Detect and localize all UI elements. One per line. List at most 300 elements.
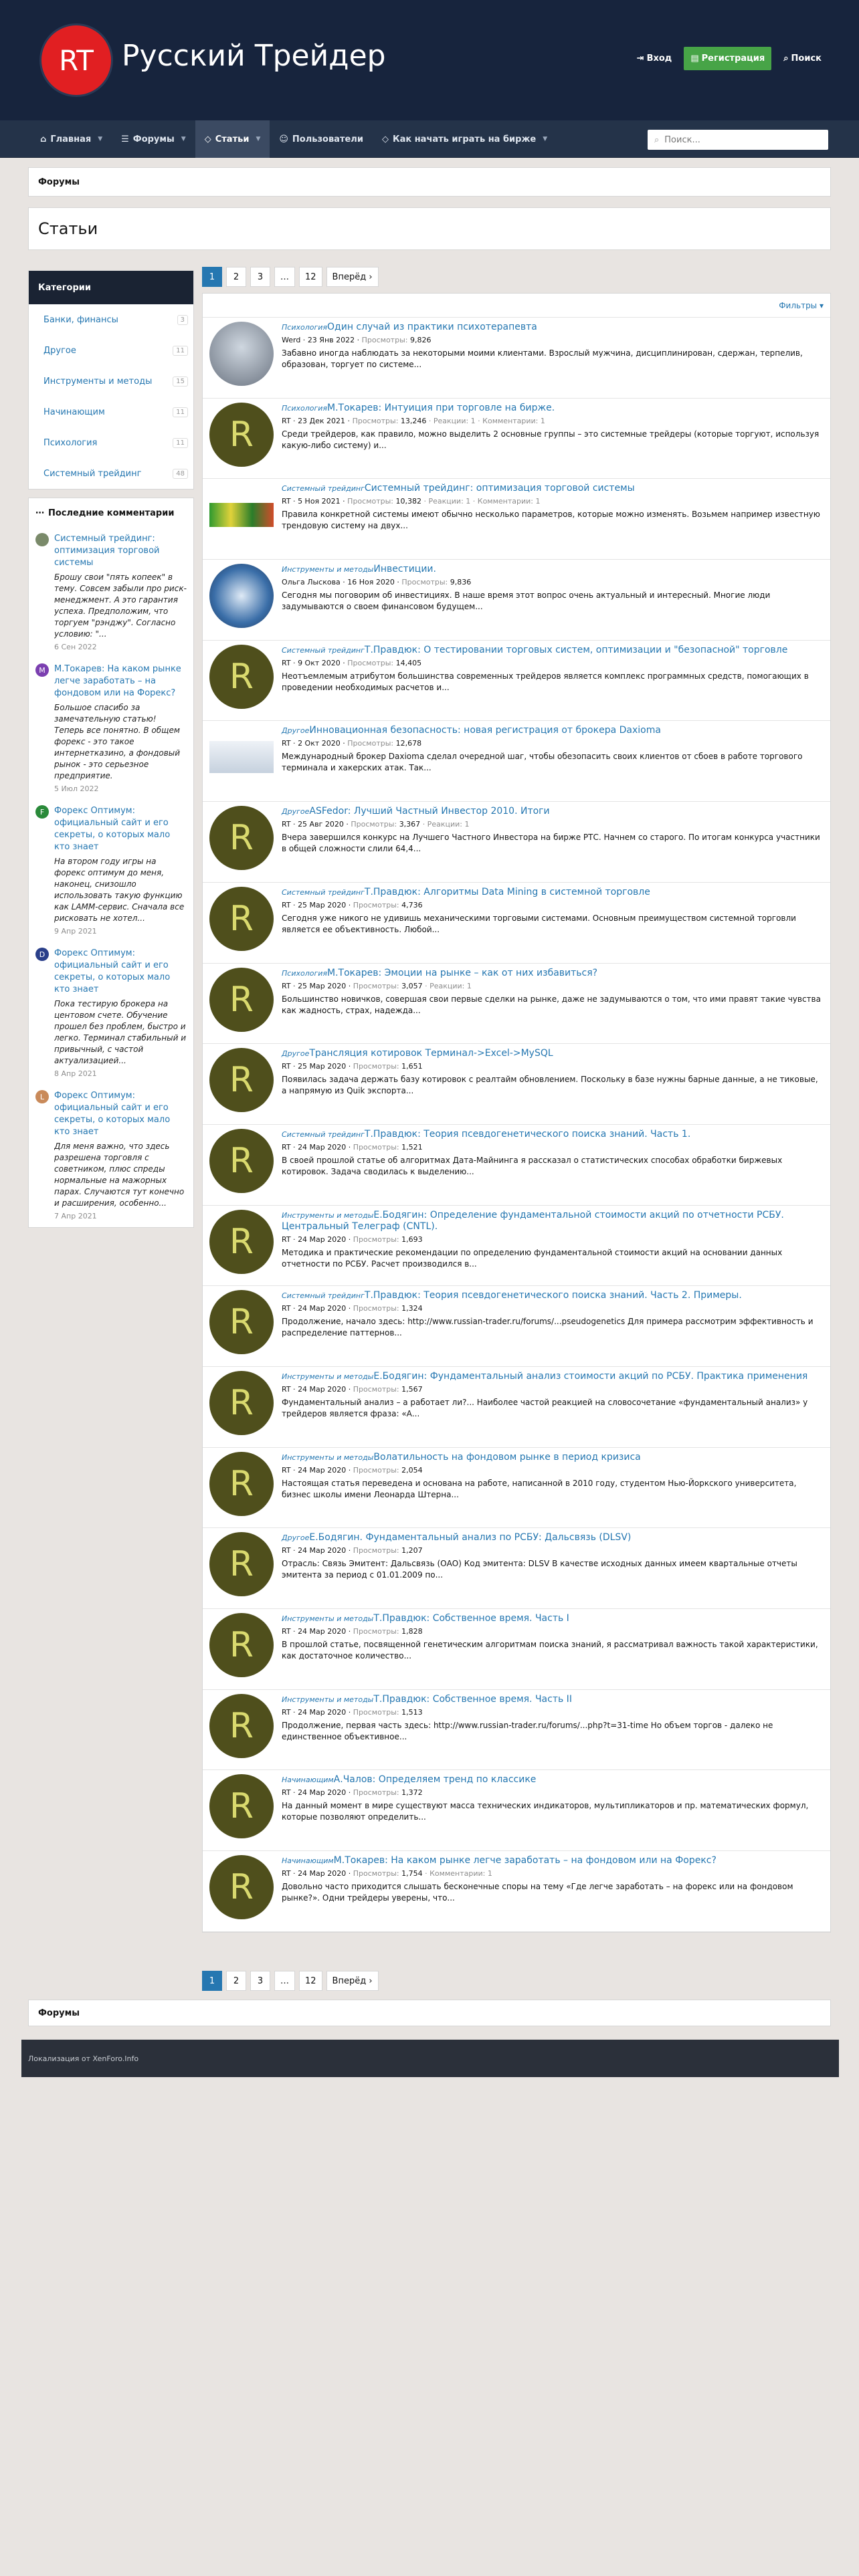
article-date: 24 Мар 2020 <box>298 1142 347 1152</box>
article-date: 24 Мар 2020 <box>298 1707 347 1717</box>
comments-icon: ⋯ <box>35 508 44 518</box>
article-thumbnail[interactable] <box>209 1774 274 1838</box>
category-item[interactable] <box>29 458 193 489</box>
article-meta: RT · 25 Мар 2020 · Просмотры: 4,736 <box>282 900 423 909</box>
article-snippet: Большинство новичков, совершая свои первые сделки на рынке, даже не задумываются о том, что ими правят такие чувства как жадность, страх, надежда... <box>282 994 821 1015</box>
filters-row <box>203 294 830 318</box>
articles-list <box>202 293 831 1933</box>
article-date: 2 Окт 2020 <box>298 739 341 748</box>
article-title-link[interactable]: А.Чалов: Определяем тренд по классике <box>333 1774 537 1786</box>
page-button[interactable]: 1 <box>202 1971 222 1991</box>
article-views-label: Просмотры: <box>353 1235 399 1244</box>
article-views-label: Просмотры: <box>347 658 394 667</box>
articles-container <box>203 318 830 1932</box>
article-views-label: Просмотры: <box>353 900 399 909</box>
article-views-label: Просмотры: <box>353 1707 399 1717</box>
comment-body <box>54 1090 187 1220</box>
nav-members-label: Пользователи <box>292 134 363 144</box>
article-author-link[interactable]: RT <box>282 1304 291 1313</box>
chevron-down-icon[interactable]: ▼ <box>181 136 186 142</box>
article-author-link[interactable]: RT <box>282 1627 291 1636</box>
article-category-link[interactable]: Инструменты и методы <box>282 1372 374 1381</box>
article-body <box>282 1613 824 1685</box>
comment-quote: Брошу свои "пять копеек" в тему. Совсем забыли про риск-менеджмент. А это гарантия успеха. Предположим, что торгуем "рэнджу". Согласно условию: "... <box>54 572 187 639</box>
article-thumbnail-initial: R <box>229 979 254 1020</box>
article-views-label: Просмотры: <box>353 1788 399 1798</box>
article-date: 24 Мар 2020 <box>298 1869 347 1879</box>
article-author-link[interactable]: RT <box>282 416 291 425</box>
article-date: 24 Мар 2020 <box>298 1546 347 1555</box>
article-meta: RT · 24 Мар 2020 · Просмотры: 1,521 <box>282 1142 423 1152</box>
article-author-link[interactable]: RT <box>282 1384 291 1394</box>
article-thumbnail[interactable] <box>209 1613 274 1677</box>
article-views-count: 12,678 <box>395 739 422 748</box>
article-category-link[interactable]: Психология <box>282 323 328 332</box>
article-item <box>203 399 830 479</box>
article-author-link[interactable]: Ольга Лыскова <box>282 578 341 587</box>
page-button[interactable]: 1 <box>202 267 222 287</box>
article-author-link[interactable]: RT <box>282 981 291 990</box>
article-title-link[interactable]: Т.Правдюк: Теория псевдогенетического поиска знаний. Часть 2. Примеры. <box>364 1290 742 1301</box>
article-body <box>282 1694 824 1766</box>
breadcrumb-forums[interactable]: Форумы <box>38 177 80 187</box>
article-views-label: Просмотры: <box>352 416 399 425</box>
article-views-count: 1,207 <box>401 1546 423 1555</box>
article-author-link[interactable]: RT <box>282 820 291 829</box>
article-category-link[interactable]: Другое <box>282 1533 310 1543</box>
comment-quote: Для меня важно, что здесь разрешена торговля с советником, плюс спреды нормальные на мажорных парах. Случаются тут конечно и расширения, особенно... <box>54 1142 185 1208</box>
article-thumbnail[interactable] <box>209 1855 274 1919</box>
search-button[interactable] <box>777 47 828 70</box>
chevron-down-icon[interactable]: ▼ <box>543 136 548 142</box>
article-body <box>282 403 824 475</box>
categories-list <box>29 304 193 489</box>
article-date: 25 Мар 2020 <box>298 981 347 990</box>
footer-credit-link[interactable]: Локализация от XenForo.Info <box>28 2054 139 2063</box>
article-meta: RT · 25 Мар 2020 · Просмотры: 3,057 · Реакции: 1 <box>282 981 472 990</box>
article-views-count: 3,367 <box>399 820 421 829</box>
article-thumbnail[interactable] <box>209 1048 274 1112</box>
article-item <box>203 560 830 641</box>
article-thumbnail[interactable] <box>209 741 274 773</box>
category-item[interactable] <box>29 427 193 458</box>
article-author-link[interactable]: RT <box>282 1869 291 1879</box>
article-date: 24 Мар 2020 <box>298 1235 347 1244</box>
article-views-count: 1,693 <box>401 1235 423 1244</box>
article-views-count: 1,567 <box>401 1384 423 1394</box>
article-thumbnail[interactable] <box>209 503 274 527</box>
category-item[interactable] <box>29 304 193 335</box>
article-thumbnail[interactable] <box>209 1694 274 1758</box>
page-button[interactable]: 3 <box>250 1971 270 1991</box>
article-views-count: 1,513 <box>401 1707 423 1717</box>
article-meta: RT · 23 Дек 2021 · Просмотры: 13,246 · Реакции: 1 · Комментарии: 1 <box>282 416 545 425</box>
article-title-link[interactable]: Системный трейдинг: оптимизация торговой системы <box>364 483 635 494</box>
nav-home[interactable] <box>31 120 112 158</box>
article-title-link[interactable]: Е.Бодягин. Фундаментальный анализ по РСБУ: Дальсвязь (DLSV) <box>309 1532 632 1543</box>
article-date: 24 Мар 2020 <box>298 1627 347 1636</box>
categories-title: Категории <box>29 271 193 304</box>
comment-title-link[interactable]: М.Токарев: На каком рынке легче заработать – на фондовом или на Форекс? <box>54 664 181 698</box>
article-body <box>282 1774 824 1846</box>
comment-title-link[interactable]: Форекс Оптимум: официальный сайт и его секреты, о которых мало кто знает <box>54 948 171 994</box>
article-thumbnail-initial: R <box>229 1221 254 1262</box>
article-views-count: 2,054 <box>401 1465 423 1475</box>
article-body <box>282 1452 824 1524</box>
category-count: 48 <box>173 469 188 479</box>
article-thumbnail-initial: R <box>229 1463 254 1504</box>
article-item <box>203 802 830 883</box>
article-date: 5 Ноя 2021 <box>298 497 341 506</box>
article-date: 25 Мар 2020 <box>298 1062 347 1071</box>
article-body <box>282 322 824 394</box>
comment-title-link[interactable]: Форекс Оптимум: официальный сайт и его секреты, о которых мало кто знает <box>54 806 171 852</box>
comment-quote: На втором году игры на форекс оптимум до меня, наконец, снизошло использовать такую функцию как LAMM-сервис. Сначала все рисковать не хотел... <box>54 857 185 923</box>
comment-body <box>54 805 187 936</box>
article-thumbnail[interactable] <box>209 968 274 1032</box>
article-thumbnail[interactable] <box>209 403 274 467</box>
article-author-link[interactable]: RT <box>282 900 291 909</box>
article-category-link[interactable]: Другое <box>282 726 310 736</box>
article-views-count: 1,754 <box>401 1869 423 1879</box>
article-extra-stats: · Реакции: 1 <box>422 820 470 829</box>
nav-forums-label: Форумы <box>132 134 175 144</box>
breadcrumb-bottom <box>28 2000 831 2026</box>
article-meta: RT · 24 Мар 2020 · Просмотры: 2,054 <box>282 1465 423 1475</box>
article-item <box>203 1528 830 1609</box>
article-thumbnail[interactable] <box>209 1532 274 1596</box>
comment-date: 5 Июл 2022 <box>54 784 99 793</box>
article-author-link[interactable]: RT <box>282 658 291 667</box>
article-title-link[interactable]: Т.Правдюк: Теория псевдогенетического поиска знаний. Часть 1. <box>364 1128 691 1140</box>
next-page-button[interactable]: Вперёд › <box>326 1971 379 1991</box>
article-views-count: 1,372 <box>401 1788 423 1798</box>
article-snippet: Забавно иногда наблюдать за некоторыми моими клиентами. Взрослый мужчина, дисциплинирован, сдержан, терпелив, образован, торгует по системе... <box>282 348 803 369</box>
comment-item <box>29 1085 193 1227</box>
comment-item <box>29 528 193 658</box>
article-views-count: 1,521 <box>401 1142 423 1152</box>
article-title-link[interactable]: Один случай из практики психотерапевта <box>327 322 537 332</box>
breadcrumb-forums-bottom[interactable]: Форумы <box>38 2008 80 2018</box>
article-body <box>282 1532 824 1604</box>
article-title-link[interactable]: Трансляция котировок Терминал->Excel->MySQL <box>309 1048 553 1059</box>
article-item <box>203 1125 830 1206</box>
comment-item <box>29 658 193 800</box>
article-title-link[interactable]: М.Токарев: На каком рынке легче заработать – на фондовом или на Форекс? <box>333 1855 717 1866</box>
category-item[interactable] <box>29 366 193 397</box>
search-label: Поиск <box>791 53 822 64</box>
article-title-link[interactable]: ASFedor: Лучший Частный Инвестор 2010. Итоги <box>309 806 550 817</box>
article-category-link[interactable]: Психология <box>282 403 328 413</box>
register-button[interactable] <box>684 47 771 70</box>
article-snippet: В прошлой статье, посвященной генетическим алгоритмам поиска знаний, я рассматривал важность такой характеристики, как достаточное количество... <box>282 1640 818 1660</box>
article-meta: RT · 5 Ноя 2021 · Просмотры: 10,382 · Реакции: 1 · Комментарии: 1 <box>282 497 541 506</box>
article-category-link[interactable]: Инструменты и методы <box>282 1453 374 1462</box>
article-meta: RT · 24 Мар 2020 · Просмотры: 1,513 <box>282 1707 423 1717</box>
article-meta: RT · 24 Мар 2020 · Просмотры: 1,754 · Комментарии: 1 <box>282 1869 492 1879</box>
search-icon: ⌕ <box>654 134 660 145</box>
article-thumbnail-initial: R <box>229 1302 254 1343</box>
next-page-button[interactable]: Вперёд › <box>326 267 379 287</box>
avatar[interactable]: F <box>35 805 49 819</box>
article-body <box>282 645 824 717</box>
article-snippet: Настоящая статья переведена и основана на работе, написанной в 2010 году, студентом Нью-Йоркского университета, бизнес школы имени Леонарда Штерна... <box>282 1478 797 1499</box>
article-author-link[interactable]: RT <box>282 1788 291 1798</box>
article-category-link[interactable]: Системный трейдинг <box>282 645 365 655</box>
article-thumbnail-initial: R <box>229 1867 254 1908</box>
article-thumbnail[interactable] <box>209 322 274 386</box>
category-item[interactable] <box>29 397 193 427</box>
article-thumbnail-initial: R <box>229 1705 254 1746</box>
article-date: 24 Мар 2020 <box>298 1304 347 1313</box>
article-item <box>203 1851 830 1932</box>
article-snippet: Международный брокер Daxioma сделал очередной шаг, чтобы обезопасить своих клиентов от сбоев в работе торгового терминала и хакерских атак. Так... <box>282 752 803 773</box>
article-views-count: 9,836 <box>450 578 472 587</box>
article-date: 24 Мар 2020 <box>298 1788 347 1798</box>
page-button[interactable]: 12 <box>299 267 322 287</box>
article-meta: RT · 25 Мар 2020 · Просмотры: 1,651 <box>282 1062 423 1071</box>
article-author-link[interactable]: RT <box>282 1142 291 1152</box>
article-views-label: Просмотры: <box>353 1384 399 1394</box>
tag-icon: ◇ <box>381 134 389 144</box>
search-input[interactable] <box>664 135 812 145</box>
page-button[interactable]: 2 <box>226 267 246 287</box>
article-category-link[interactable]: Другое <box>282 807 310 817</box>
article-views-label: Просмотры: <box>361 336 408 344</box>
article-snippet: Правила конкретной системы имеют обычно несколько параметров, которые можно изменять. Возьмем например известную трендовую систему на двух... <box>282 510 820 531</box>
article-meta: RT · 2 Окт 2020 · Просмотры: 12,678 <box>282 739 422 748</box>
avatar[interactable]: D <box>35 948 49 961</box>
article-snippet: На данный момент в мире существуют масса технических индикаторов, мультипликаторов и пр. математических формул, которые позволяют определить... <box>282 1801 809 1822</box>
article-item <box>203 1206 830 1287</box>
article-snippet: Появилась задача держать базу котировок с реалтайм обновлением. Поскольку в базе нужны барные данные, а не тиковые, а напрямую из Quik экспорта... <box>282 1075 818 1096</box>
latest-comments-title: Последние комментарии <box>48 508 175 518</box>
page-button[interactable]: 3 <box>250 267 270 287</box>
article-thumbnail-initial: R <box>229 656 254 697</box>
comment-title-link[interactable]: Форекс Оптимум: официальный сайт и его секреты, о которых мало кто знает <box>54 1091 171 1137</box>
login-button[interactable] <box>630 47 679 70</box>
article-title-link[interactable]: Инновационная безопасность: новая регистрация от брокера Daxioma <box>309 725 661 736</box>
article-author-link[interactable]: Werd <box>282 336 301 344</box>
article-meta: Ольга Лыскова · 16 Ноя 2020 · Просмотры: 9,836 <box>282 578 472 587</box>
article-meta: RT · 24 Мар 2020 · Просмотры: 1,324 <box>282 1304 423 1313</box>
article-thumbnail-initial: R <box>229 1625 254 1665</box>
article-item <box>203 964 830 1045</box>
categories-block <box>28 270 194 490</box>
article-date: 25 Авг 2020 <box>298 820 344 829</box>
comment-item <box>29 800 193 942</box>
article-category-link[interactable]: Инструменты и методы <box>282 1210 374 1220</box>
user-icon: ☺ <box>279 134 288 144</box>
article-title-link[interactable]: Т.Правдюк: О тестировании торговых систем, оптимизации и "безопасной" торговле <box>364 644 788 655</box>
article-category-link[interactable]: Психология <box>282 968 328 978</box>
article-snippet: Фундаментальный анализ – а работает ли?... Наиболее частой реакцией на словосочетание «фундаментальный анализ» у трейдеров является фраза: «А... <box>282 1397 808 1418</box>
article-body <box>282 1290 824 1362</box>
article-views-label: Просмотры: <box>353 1304 399 1313</box>
article-item <box>203 1286 830 1367</box>
article-item <box>203 1609 830 1690</box>
article-snippet: Сегодня мы поговорим об инвестициях. В наше время этот вопрос очень актуальный и интересный. Многие люди задумываются о своем финансовом будущем... <box>282 591 771 612</box>
comment-body <box>54 533 187 651</box>
article-views-label: Просмотры: <box>347 739 394 748</box>
article-category-link[interactable]: Инструменты и методы <box>282 565 374 574</box>
article-title-link[interactable]: Инвестиции. <box>373 564 436 575</box>
nav-howto[interactable] <box>373 120 557 158</box>
article-thumbnail[interactable] <box>209 1210 274 1274</box>
site-header <box>0 0 859 120</box>
article-item <box>203 883 830 964</box>
article-views-count: 14,405 <box>395 658 422 667</box>
article-thumbnail[interactable] <box>209 1371 274 1435</box>
article-author-link[interactable]: RT <box>282 497 291 506</box>
article-item <box>203 1448 830 1529</box>
article-views-label: Просмотры: <box>353 1627 399 1636</box>
article-category-link[interactable]: Начинающим <box>282 1776 334 1785</box>
chevron-down-icon[interactable]: ▼ <box>256 136 261 142</box>
article-views-count: 1,324 <box>401 1304 423 1313</box>
article-meta: RT · 24 Мар 2020 · Просмотры: 1,567 <box>282 1384 423 1394</box>
article-author-link[interactable]: RT <box>282 1465 291 1475</box>
page-button[interactable]: 12 <box>299 1971 322 1991</box>
article-body <box>282 887 824 959</box>
comment-item <box>29 942 193 1085</box>
article-item <box>203 721 830 802</box>
article-body <box>282 725 824 797</box>
site-name[interactable]: Русский Трейдер <box>122 39 386 73</box>
comment-quote: Большое спасибо за замечательную статью! Теперь все понятно. В общем форекс - это такое интернетказино, а фондовый рынок - это серьезное предприятие. <box>54 703 181 780</box>
register-icon: ▤ <box>690 53 699 64</box>
article-title-link[interactable]: Е.Бодягин: Фундаментальный анализ стоимости акций по РСБУ. Практика применения <box>373 1370 808 1382</box>
comment-title-link[interactable]: Системный трейдинг: оптимизация торговой системы <box>54 534 160 568</box>
article-item <box>203 479 830 560</box>
pagination-top <box>202 265 831 289</box>
chevron-down-icon[interactable]: ▼ <box>98 136 103 142</box>
article-title-link[interactable]: Т.Правдюк: Собственное время. Часть II <box>373 1693 572 1705</box>
article-category-link[interactable]: Системный трейдинг <box>282 484 365 494</box>
article-extra-stats: · Комментарии: 1 <box>425 1869 492 1879</box>
article-title-link[interactable]: Волатильность на фондовом рынке в период кризиса <box>373 1451 641 1463</box>
page-title: Статьи <box>28 207 831 250</box>
article-author-link[interactable]: RT <box>282 1062 291 1071</box>
avatar[interactable] <box>35 533 49 546</box>
article-category-link[interactable]: Системный трейдинг <box>282 1130 365 1139</box>
article-category-link[interactable]: Другое <box>282 1049 310 1059</box>
article-snippet: Продолжение, начало здесь: http://www.russian-trader.ru/forums/...pseudogenetics Для примера рассмотрим эффективность и распределение паттернов... <box>282 1317 814 1338</box>
article-views-count: 4,736 <box>401 900 423 909</box>
category-label: Другое <box>43 345 76 356</box>
article-body <box>282 1210 824 1282</box>
category-item[interactable] <box>29 335 193 366</box>
article-author-link[interactable]: RT <box>282 1235 291 1244</box>
article-snippet: Сегодня уже никого не удивишь механическими торговыми системами. Основным преимуществом системной торговли является ее объективность. Любой... <box>282 913 796 934</box>
avatar[interactable]: L <box>35 1090 49 1103</box>
article-thumbnail[interactable] <box>209 645 274 709</box>
article-extra-stats: · Реакции: 1 <box>425 981 472 990</box>
article-meta: RT · 24 Мар 2020 · Просмотры: 1,828 <box>282 1627 423 1636</box>
article-author-link[interactable]: RT <box>282 739 291 748</box>
login-icon: ⇥ <box>636 53 644 64</box>
article-title-link[interactable]: Т.Правдюк: Собственное время. Часть I <box>373 1613 569 1624</box>
article-thumbnail-initial: R <box>229 1382 254 1423</box>
article-thumbnail[interactable] <box>209 1290 274 1354</box>
category-count: 15 <box>173 377 188 387</box>
article-thumbnail[interactable] <box>209 564 274 628</box>
article-snippet: Вчера завершился конкурс на Лучшего Частного Инвестора на бирже РТС. Начнем со старого. По итогам конкурса участники в общей сложности слили 64,4... <box>282 833 820 854</box>
article-snippet: Неотъемлемым атрибутом большинства современных трейдеров является комплекс программных средств, помогающих в проведении необходимых расчетов и... <box>282 671 809 692</box>
article-meta: RT · 9 Окт 2020 · Просмотры: 14,405 <box>282 658 422 667</box>
article-thumbnail-initial: R <box>229 414 254 455</box>
nav-forums[interactable] <box>112 120 195 158</box>
article-views-label: Просмотры: <box>353 1142 399 1152</box>
article-author-link[interactable]: RT <box>282 1707 291 1717</box>
tag-icon: ◇ <box>204 134 211 144</box>
article-body <box>282 564 824 636</box>
article-date: 9 Окт 2020 <box>298 658 341 667</box>
site-logo[interactable] <box>41 25 111 95</box>
latest-comments-block <box>28 498 194 1228</box>
category-label: Психология <box>43 437 98 448</box>
filters-button[interactable]: Фильтры ▾ <box>779 300 824 310</box>
forums-icon: ☰ <box>121 134 129 144</box>
article-views-label: Просмотры: <box>401 578 448 587</box>
article-body <box>282 1048 824 1120</box>
article-thumbnail-initial: R <box>229 818 254 859</box>
comment-body <box>54 663 187 793</box>
article-author-link[interactable]: RT <box>282 1546 291 1555</box>
article-snippet: Продолжение, первая часть здесь: http://www.russian-trader.ru/forums/...php?t=31-time Но объем торгов - далеко не единственное объективное... <box>282 1720 773 1741</box>
article-meta: RT · 25 Авг 2020 · Просмотры: 3,367 · Реакции: 1 <box>282 820 470 829</box>
article-category-link[interactable]: Начинающим <box>282 1856 334 1866</box>
comment-date: 6 Сен 2022 <box>54 643 97 651</box>
article-thumbnail[interactable] <box>209 1129 274 1193</box>
category-count: 3 <box>177 315 188 325</box>
article-date: 23 Дек 2021 <box>298 416 346 425</box>
article-category-link[interactable]: Системный трейдинг <box>282 1291 365 1301</box>
article-category-link[interactable]: Инструменты и методы <box>282 1695 374 1704</box>
article-title-link[interactable]: М.Токарев: Интуиция при торговле на бирже. <box>327 402 555 413</box>
article-title-link[interactable]: Т.Правдюк: Алгоритмы Data Mining в системной торговле <box>364 886 650 897</box>
article-body <box>282 1371 824 1443</box>
article-snippet: В своей прошлой статье об алгоритмах Дата-Майнинга я рассказал о статистических способах обработки биржевых котировок. Задача сводилась к выделению... <box>282 1155 783 1176</box>
comment-date: 9 Апр 2021 <box>54 927 97 936</box>
article-views-label: Просмотры: <box>353 981 399 990</box>
comments-list <box>29 528 193 1227</box>
article-thumbnail[interactable] <box>209 1452 274 1516</box>
article-date: 24 Мар 2020 <box>298 1384 347 1394</box>
avatar[interactable]: М <box>35 663 49 677</box>
article-views-label: Просмотры: <box>353 1869 399 1879</box>
article-views-count: 1,828 <box>401 1627 423 1636</box>
home-icon: ⌂ <box>40 134 47 144</box>
article-title-link[interactable]: М.Токарев: Эмоции на рынке – как от них избавиться? <box>327 967 598 978</box>
article-thumbnail[interactable] <box>209 887 274 951</box>
article-title-link[interactable]: Е.Бодягин: Определение фундаментальной стоимости акций по отчетности РСБУ. Центральный Телеграф (CNTL). <box>282 1209 784 1232</box>
article-category-link[interactable]: Системный трейдинг <box>282 887 365 897</box>
article-category-link[interactable]: Инструменты и методы <box>282 1614 374 1623</box>
comment-body <box>54 948 187 1078</box>
article-thumbnail[interactable] <box>209 806 274 870</box>
article-thumbnail-initial: R <box>229 1544 254 1585</box>
search-icon: ⌕ <box>783 53 789 64</box>
article-date: 25 Мар 2020 <box>298 900 347 909</box>
article-item <box>203 1367 830 1448</box>
nav-members[interactable] <box>270 120 373 158</box>
article-item <box>203 1044 830 1125</box>
nav-articles[interactable] <box>195 120 270 158</box>
article-meta: RT · 24 Мар 2020 · Просмотры: 1,693 <box>282 1235 423 1244</box>
page-button[interactable]: 2 <box>226 1971 246 1991</box>
article-snippet: Отрасль: Связь Эмитент: Дальсвязь (ОАО) Код эмитента: DLSV В качестве исходных данных имеем квартальные отчеты эмитента за период с 01.01.2009 по... <box>282 1559 797 1580</box>
